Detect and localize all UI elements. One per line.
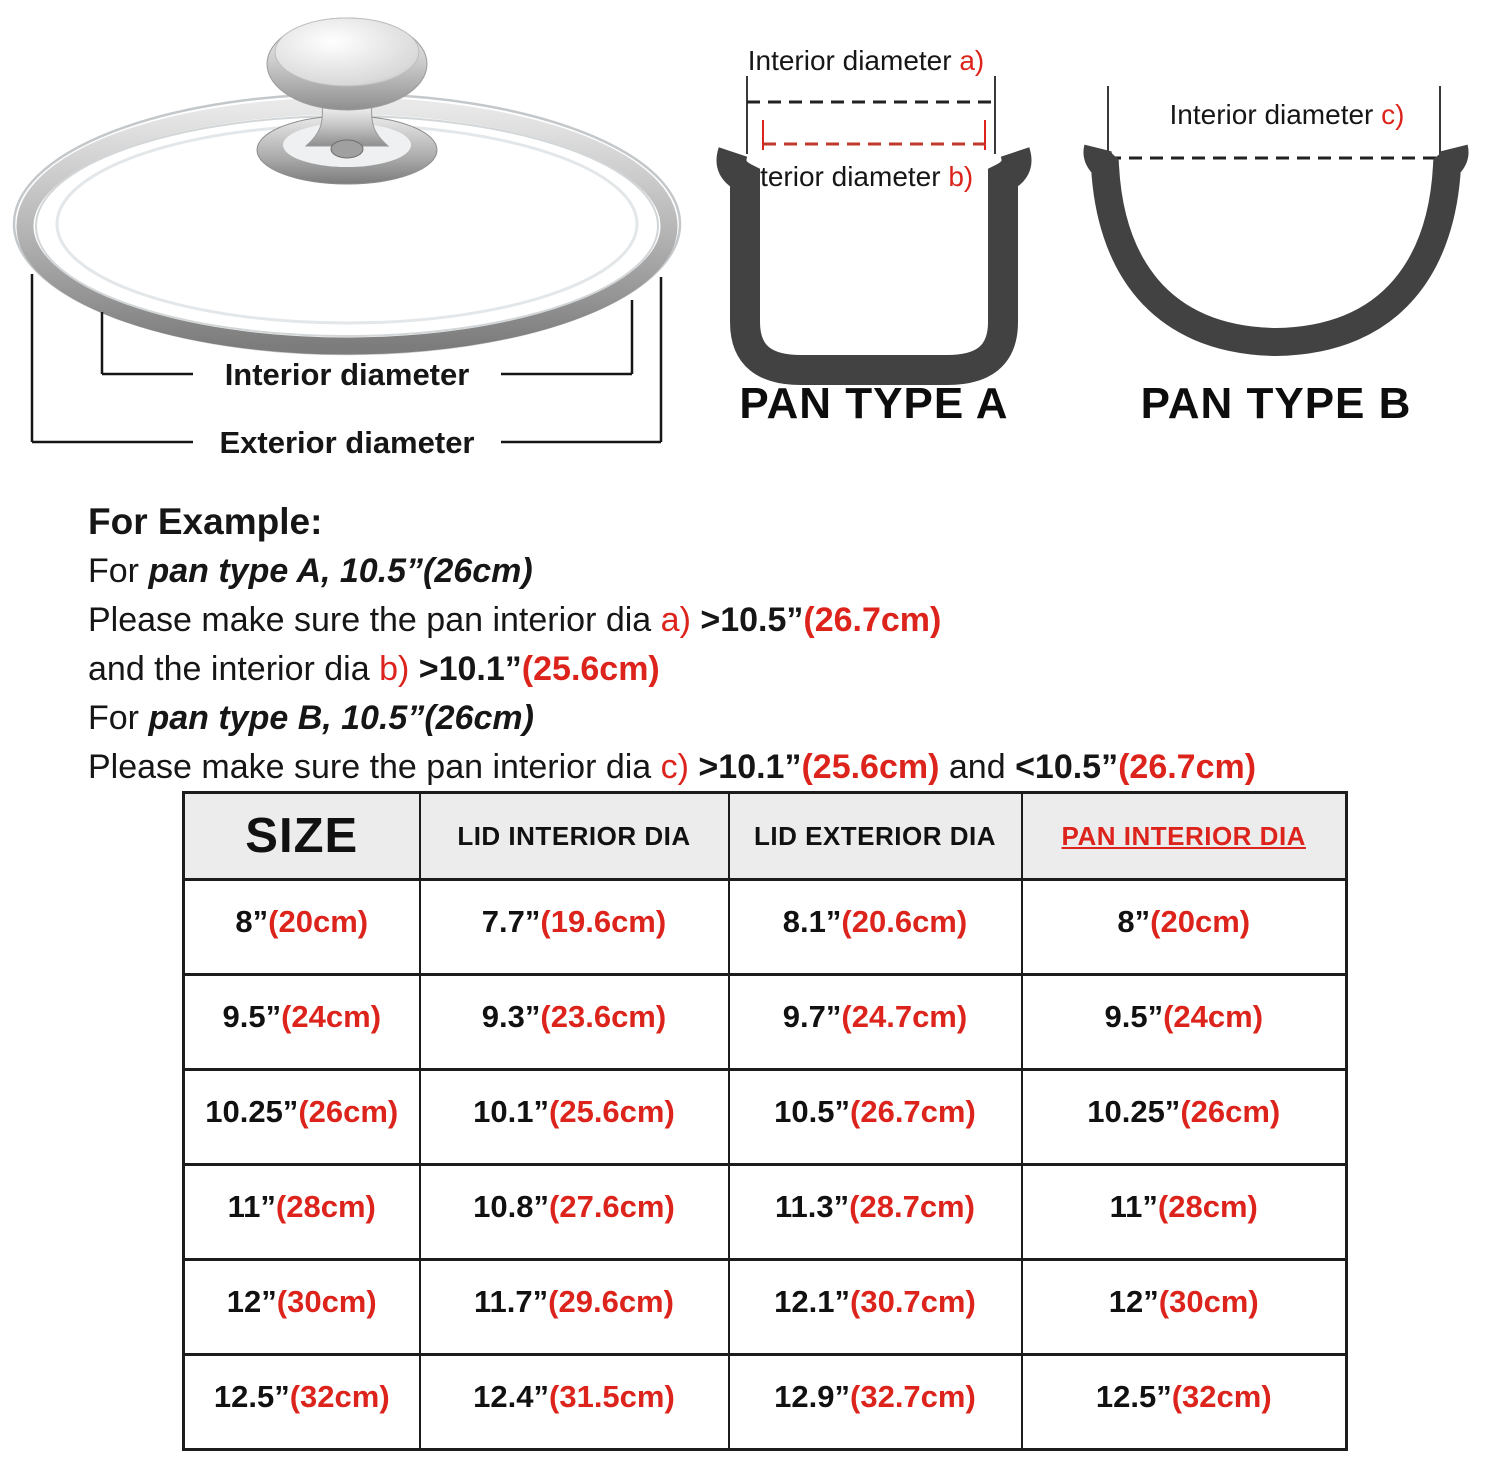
- knob-cap-top: [275, 18, 419, 86]
- cell-size: [184, 1165, 420, 1260]
- cm-value: (32cm): [1171, 1379, 1272, 1414]
- header-size-label: SIZE: [245, 809, 359, 863]
- key-c: c): [660, 748, 689, 786]
- table-row: [184, 975, 1347, 1070]
- cell-lid-exterior: [729, 1070, 1022, 1165]
- cm-value: (26.7cm): [850, 1094, 976, 1129]
- pan-type-a-figure: [703, 14, 1045, 446]
- cell-lid-interior: [420, 1355, 729, 1450]
- cm-value: (23.6cm): [540, 999, 667, 1034]
- inch-value: 8.1”: [782, 904, 842, 939]
- cell-size: [184, 880, 420, 975]
- inch-value: 10.8”: [473, 1189, 550, 1224]
- inch-value: 12.9”: [774, 1379, 851, 1414]
- cell-size: [184, 1355, 420, 1450]
- inch-value: 11.7”: [474, 1284, 549, 1319]
- inch-value: 11”: [1109, 1189, 1158, 1224]
- example-heading: [88, 497, 1488, 547]
- example-line-pan-a: [88, 547, 1488, 596]
- header-lid-exterior-label: LID EXTERIOR DIA: [753, 820, 996, 851]
- value-cm: (25.6cm): [801, 748, 940, 786]
- inch-value: 12.5”: [213, 1379, 290, 1414]
- text: For: [88, 699, 149, 737]
- cm-value: (32.7cm): [850, 1379, 976, 1414]
- cm-value: (27.6cm): [549, 1189, 675, 1224]
- text: Please make sure the pan interior dia: [88, 601, 661, 639]
- value2-cm: (26.7cm): [1118, 748, 1257, 786]
- cell-lid-exterior: [729, 1165, 1022, 1260]
- cm-value: (24cm): [281, 999, 382, 1034]
- table-row: [184, 1355, 1347, 1450]
- pan-b-dim-c-label: Interior diameter c): [1169, 99, 1405, 130]
- cell-lid-interior: [420, 1070, 729, 1165]
- cm-value: (20cm): [268, 904, 369, 939]
- inch-value: 7.7”: [481, 904, 541, 939]
- inch-value: 9.5”: [1104, 999, 1164, 1034]
- cell-pan-interior: [1022, 1260, 1347, 1355]
- cell-lid-interior: [420, 1165, 729, 1260]
- header-lid-interior: [420, 793, 729, 880]
- inch-value: 12.1”: [774, 1284, 851, 1319]
- inch-value: 12”: [226, 1284, 277, 1319]
- cm-value: (31.5cm): [549, 1379, 675, 1414]
- header-pan-interior: [1022, 793, 1347, 880]
- cm-value: (24.7cm): [841, 999, 968, 1034]
- cell-pan-interior: [1022, 1165, 1347, 1260]
- inch-value: 12.4”: [473, 1379, 550, 1414]
- value-inch: >10.5”: [690, 601, 804, 639]
- cell-pan-interior: [1022, 975, 1347, 1070]
- cell-pan-interior: [1022, 1070, 1347, 1165]
- cell-lid-interior: [420, 1260, 729, 1355]
- cell-lid-exterior: [729, 1355, 1022, 1450]
- cell-size: [184, 975, 420, 1070]
- cm-value: (30cm): [1158, 1284, 1259, 1319]
- cell-lid-exterior: [729, 975, 1022, 1070]
- cm-value: (32cm): [289, 1379, 390, 1414]
- cm-value: (20.6cm): [841, 904, 968, 939]
- cm-value: (26cm): [298, 1094, 399, 1129]
- cm-value: (29.6cm): [548, 1284, 674, 1319]
- value-cm: (25.6cm): [521, 650, 660, 688]
- text: For: [88, 552, 149, 590]
- cell-lid-exterior: [729, 1260, 1022, 1355]
- cm-value: (24cm): [1163, 999, 1264, 1034]
- header-size: [184, 793, 420, 880]
- cm-value: (20cm): [1150, 904, 1251, 939]
- cm-value: (28.7cm): [849, 1189, 975, 1224]
- inch-value: 10.25”: [205, 1094, 299, 1129]
- cell-pan-interior: [1022, 1355, 1347, 1450]
- inch-value: 9.3”: [481, 999, 541, 1034]
- inch-value: 9.7”: [782, 999, 842, 1034]
- size-table: [182, 791, 1348, 1451]
- value-inch: >10.1”: [409, 650, 522, 688]
- cm-value: (28cm): [275, 1189, 376, 1224]
- example-rule-a: [88, 596, 1488, 645]
- pan-a-title: PAN TYPE A: [739, 379, 1009, 428]
- inch-value: 11.3”: [775, 1189, 850, 1224]
- example-rule-b: [88, 645, 1488, 694]
- text: and the interior dia: [88, 650, 380, 688]
- key-b: b): [379, 650, 410, 688]
- value2-inch: <10.5”: [1015, 748, 1119, 786]
- table-header-row: [184, 793, 1347, 880]
- pan-a-dim-b-label: Interior diameter b): [736, 161, 974, 192]
- cm-value: (30cm): [276, 1284, 377, 1319]
- example-rule-c: [88, 743, 1488, 792]
- table-row: [184, 1070, 1347, 1165]
- inch-value: 10.5”: [774, 1094, 851, 1129]
- value-cm: (26.7cm): [803, 601, 942, 639]
- header-pan-interior-label: PAN INTERIOR DIA: [1061, 820, 1306, 851]
- text: Please make sure the pan interior dia: [88, 748, 661, 786]
- text: and: [939, 748, 1016, 786]
- header-lid-exterior: [729, 793, 1022, 880]
- inch-value: 9.5”: [222, 999, 282, 1034]
- example-line-pan-b: [88, 694, 1488, 743]
- exterior-diameter-label: Exterior diameter: [219, 425, 475, 460]
- cell-lid-interior: [420, 975, 729, 1070]
- inch-value: 8”: [235, 904, 269, 939]
- cm-value: (19.6cm): [540, 904, 667, 939]
- pan-a-dim-a-label: Interior diameter a): [747, 45, 985, 76]
- cell-size: [184, 1070, 420, 1165]
- cm-value: (28cm): [1157, 1189, 1258, 1224]
- inch-value: 10.1”: [473, 1094, 550, 1129]
- pan-a-dim-a-ticks: [747, 76, 995, 154]
- cell-lid-interior: [420, 880, 729, 975]
- inch-value: 12”: [1108, 1284, 1159, 1319]
- knob-screw: [331, 140, 363, 158]
- glass-lid-figure: [2, 2, 694, 472]
- pan-b-title: PAN TYPE B: [1140, 379, 1412, 428]
- pan-type-b-figure: [1052, 14, 1500, 446]
- interior-diameter-label: Interior diameter: [224, 357, 470, 392]
- table-row: [184, 880, 1347, 975]
- cell-lid-exterior: [729, 880, 1022, 975]
- example-block: [88, 497, 1488, 792]
- inch-value: 10.25”: [1087, 1094, 1181, 1129]
- example-heading-text: For Example:: [88, 501, 323, 542]
- pan-b-size-text: pan type B, 10.5”(26cm): [148, 699, 534, 737]
- inch-value: 12.5”: [1095, 1379, 1172, 1414]
- value-inch: >10.1”: [688, 748, 802, 786]
- cm-value: (25.6cm): [549, 1094, 675, 1129]
- inch-value: 11”: [227, 1189, 276, 1224]
- table-row: [184, 1260, 1347, 1355]
- cm-value: (30.7cm): [850, 1284, 976, 1319]
- cell-size: [184, 1260, 420, 1355]
- table-row: [184, 1165, 1347, 1260]
- cell-pan-interior: [1022, 880, 1347, 975]
- cm-value: (26cm): [1180, 1094, 1281, 1129]
- pan-a-size-text: pan type A, 10.5”(26cm): [148, 552, 533, 590]
- inch-value: 8”: [1117, 904, 1151, 939]
- header-lid-interior-label: LID INTERIOR DIA: [457, 820, 691, 851]
- pan-b-body: [1097, 148, 1454, 342]
- key-a: a): [660, 601, 691, 639]
